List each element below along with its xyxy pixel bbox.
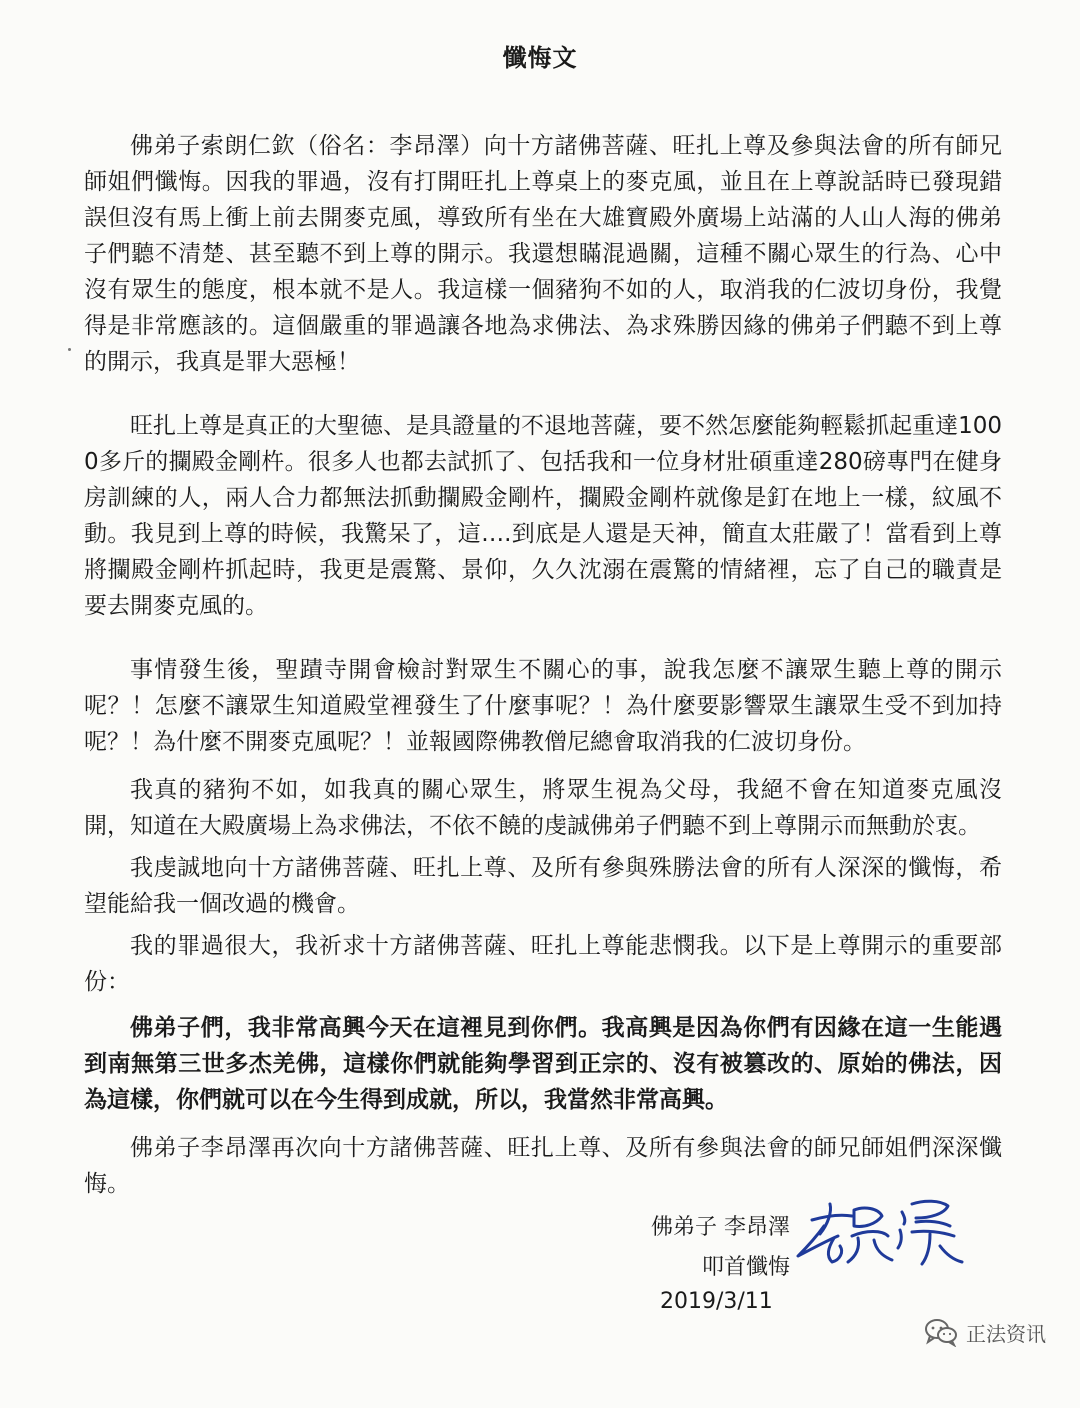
handwritten-signature — [790, 1190, 970, 1280]
document-title: 懺悔文 — [502, 44, 578, 72]
paragraph-4: 我真的豬狗不如，如我真的關心眾生，將眾生視為父母，我絕不會在知道麥克風沒開，知道在大殿廣場上為求佛法，不依不饒的虔誠佛弟子們聽不到上尊開示而無動於衷。 — [84, 777, 1002, 839]
watermark-text: 正法资讯 — [966, 1321, 1046, 1346]
quoted-teaching: 佛弟子們，我非常高興今天在這裡見到你們。我高興是因為你們有因緣在這一生能遇到南無第三世多杰羌佛，這樣你們就能夠學習到正宗的、沒有被篡改的、原始的佛法，因為這樣，你們就可以在今生得到成就，所以，我當然非常高興。 — [84, 1015, 1002, 1113]
paragraph-6: 我的罪過很大，我祈求十方諸佛菩薩、旺扎上尊能悲憫我。以下是上尊開示的重要部份： — [84, 933, 1002, 995]
wechat-icon — [924, 1317, 958, 1347]
closing-name: 佛弟子 李昂澤 — [651, 1215, 790, 1240]
closing-salutation: 叩首懺悔 — [701, 1255, 790, 1280]
paragraph-3: 事情發生後，聖蹟寺開會檢討對眾生不關心的事，說我怎麼不讓眾生聽上尊的開示呢？！怎麼不讓眾生知道殿堂裡發生了什麼事呢？！為什麼要影響眾生讓眾生受不到加持呢？！為什麼不開麥克風呢？！並報國際佛教僧尼總會取消我的仁波切身份。 — [84, 657, 1002, 755]
scan-speck — [68, 348, 71, 351]
closing-date: 2019/3/11 — [660, 1289, 773, 1314]
paragraph-2: 旺扎上尊是真正的大聖德、是具證量的不退地菩薩，要不然怎麼能夠輕鬆抓起重達1000多斤的攔殿金剛杵。很多人也都去試抓了、包括我和一位身材壯碩重達280磅專門在健身房訓練的人，兩人合力都無法抓動攔殿金剛杵，攔殿金剛杵就像是釘在地上一樣，紋風不動。我見到上尊的時候，我驚呆了，這….到底是人還是天神，簡直太莊嚴了！當看到上尊將攔殿金剛杵抓起時，我更是震驚、景仰，久久沈溺在震驚的情緒裡，忘了自己的職責是要去開麥克風的。 — [84, 413, 1002, 619]
paragraph-5: 我虔誠地向十方諸佛菩薩、旺扎上尊、及所有參與殊勝法會的所有人深深的懺悔，希望能給我一個改過的機會。 — [84, 855, 1002, 917]
paragraph-1: 佛弟子索朗仁欽（俗名：李昂澤）向十方諸佛菩薩、旺扎上尊及參與法會的所有師兄師姐們懺悔。因我的罪過，沒有打開旺扎上尊桌上的麥克風，並且在上尊說話時已發現錯誤但沒有馬上衝上前去開麥克風，導致所有坐在大雄寶殿外廣場上站滿的人山人海的佛弟子們聽不清楚、甚至聽不到上尊的開示。我還想瞞混過關，這種不關心眾生的行為、心中沒有眾生的態度，根本就不是人。我這樣一個豬狗不如的人，取消我的仁波切身份，我覺得是非常應該的。這個嚴重的罪過讓各地為求佛法、為求殊勝因緣的佛弟子們聽不到上尊的開示，我真是罪大惡極！ — [84, 133, 1002, 375]
source-watermark — [924, 1312, 1046, 1352]
paragraph-8: 佛弟子李昂澤再次向十方諸佛菩薩、旺扎上尊、及所有參與法會的師兄師姐們深深懺悔。 — [84, 1135, 1002, 1197]
closing-block — [620, 1208, 790, 1288]
